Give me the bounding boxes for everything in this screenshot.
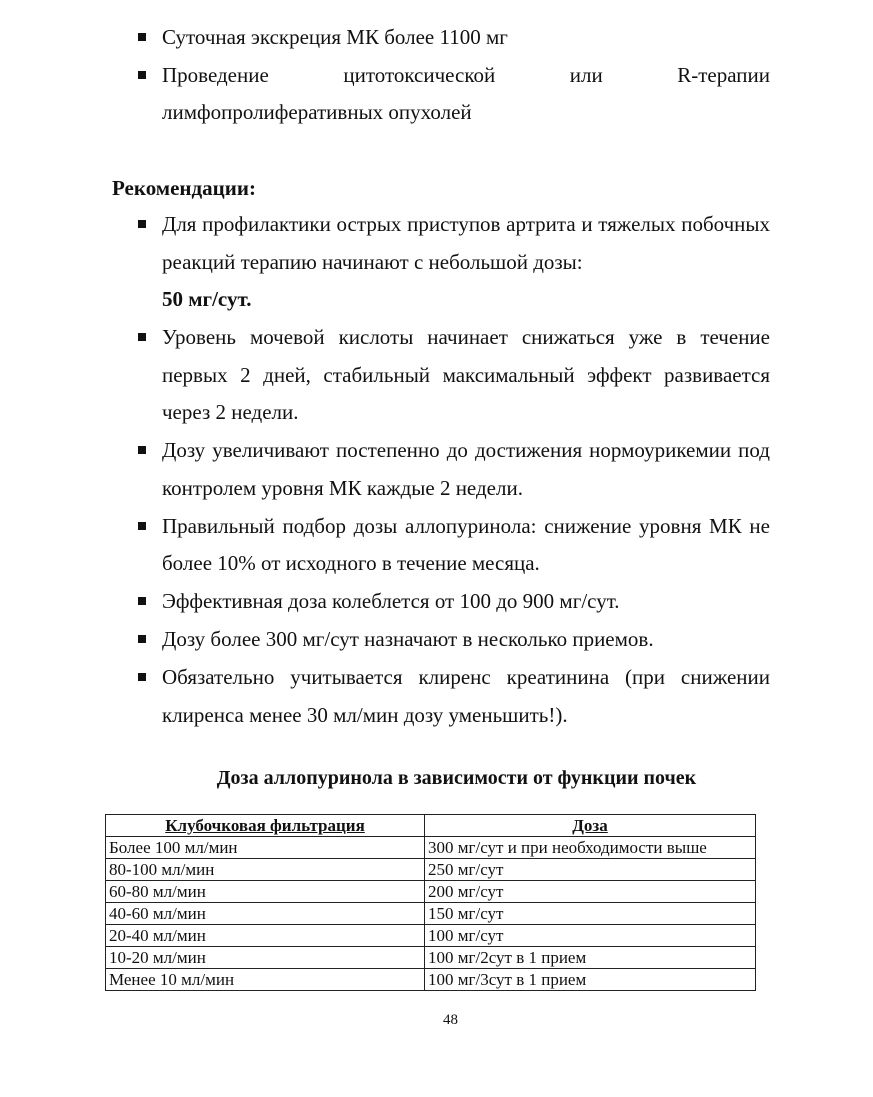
bullet-text-line: лимфопролиферативных опухолей: [162, 100, 472, 124]
list-item: [136, 319, 770, 432]
square-bullet-icon: [138, 446, 146, 454]
initial-dose-text: 50 мг/сут.: [162, 287, 252, 311]
bullet-text: Уровень мочевой кислоты начинает снижаться уже в течение первых 2 дней, стабильный максимальный эффект развивается через 2 недели.: [162, 325, 770, 424]
bullet-text: Дозу более 300 мг/сут назначают в несколько приемов.: [162, 627, 654, 651]
bullet-text: Для профилактики острых приступов артрита и тяжелых побочных реакций терапию начинают с небольшой дозы:: [162, 212, 770, 274]
column-header-dose: Доза: [425, 815, 756, 837]
dose-cell: 150 мг/сут: [425, 903, 756, 925]
filtration-cell: 40-60 мл/мин: [106, 903, 425, 925]
list-item: [136, 432, 770, 507]
table-row: [106, 881, 756, 903]
dose-table: [105, 814, 756, 991]
table-row: [106, 925, 756, 947]
square-bullet-icon: [138, 71, 146, 79]
list-item: [136, 508, 770, 583]
list-item: [136, 206, 770, 319]
filtration-cell: 80-100 мл/мин: [106, 859, 425, 881]
dose-cell: 200 мг/сут: [425, 881, 756, 903]
filtration-cell: 60-80 мл/мин: [106, 881, 425, 903]
list-item: [136, 621, 770, 659]
bullet-text-line: Проведение цитотоксической или R-терапии: [162, 62, 770, 87]
top-bullet-block: [136, 19, 770, 132]
square-bullet-icon: [138, 522, 146, 530]
square-bullet-icon: [138, 333, 146, 341]
bullet-text: Дозу увеличивают постепенно до достижения нормоурикемии под контролем уровня МК каждые 2 недели.: [162, 438, 770, 500]
table-title: Доза аллопуринола в зависимости от функции почек: [216, 767, 697, 789]
bullet-text: Суточная экскреция МК более 1100 мг: [162, 25, 508, 49]
dose-cell: 300 мг/сут и при необходимости выше: [425, 837, 756, 859]
filtration-cell: 10-20 мл/мин: [106, 947, 425, 969]
square-bullet-icon: [138, 673, 146, 681]
top-bullet-list: [136, 19, 770, 132]
bullet-text: Обязательно учитывается клиренс креатинина (при снижении клиренса менее 30 мл/мин дозу уменьшить!).: [162, 665, 770, 727]
table-row: [106, 947, 756, 969]
filtration-cell: 20-40 мл/мин: [106, 925, 425, 947]
square-bullet-icon: [138, 220, 146, 228]
bullet-text: Правильный подбор дозы аллопуринола: снижение уровня МК не более 10% от исходного в течение месяца.: [162, 513, 770, 575]
table-header-row: [106, 815, 756, 837]
filtration-cell: Менее 10 мл/мин: [106, 969, 425, 991]
list-item: [136, 659, 770, 734]
dose-cell: 100 мг/сут: [425, 925, 756, 947]
dose-cell: 100 мг/3сут в 1 прием: [425, 969, 756, 991]
column-header-filtration: Клубочковая фильтрация: [106, 815, 425, 837]
recommendations-list: [136, 206, 770, 734]
square-bullet-icon: [138, 33, 146, 41]
square-bullet-icon: [138, 597, 146, 605]
dose-cell: 250 мг/сут: [425, 859, 756, 881]
square-bullet-icon: [138, 635, 146, 643]
table-row: [106, 903, 756, 925]
page-number: 48: [443, 1012, 458, 1028]
dose-cell: 100 мг/2сут в 1 прием: [425, 947, 756, 969]
list-item: [136, 57, 770, 132]
bullet-text: Эффективная доза колеблется от 100 до 900 мг/сут.: [162, 589, 620, 613]
recommendations-block: [136, 206, 770, 735]
recommendations-heading: Рекомендации:: [112, 176, 256, 200]
filtration-cell: Более 100 мл/мин: [106, 837, 425, 859]
table-row: [106, 837, 756, 859]
table-row: [106, 859, 756, 881]
table-row: [106, 969, 756, 991]
list-item: [136, 583, 770, 621]
list-item: [136, 19, 770, 57]
